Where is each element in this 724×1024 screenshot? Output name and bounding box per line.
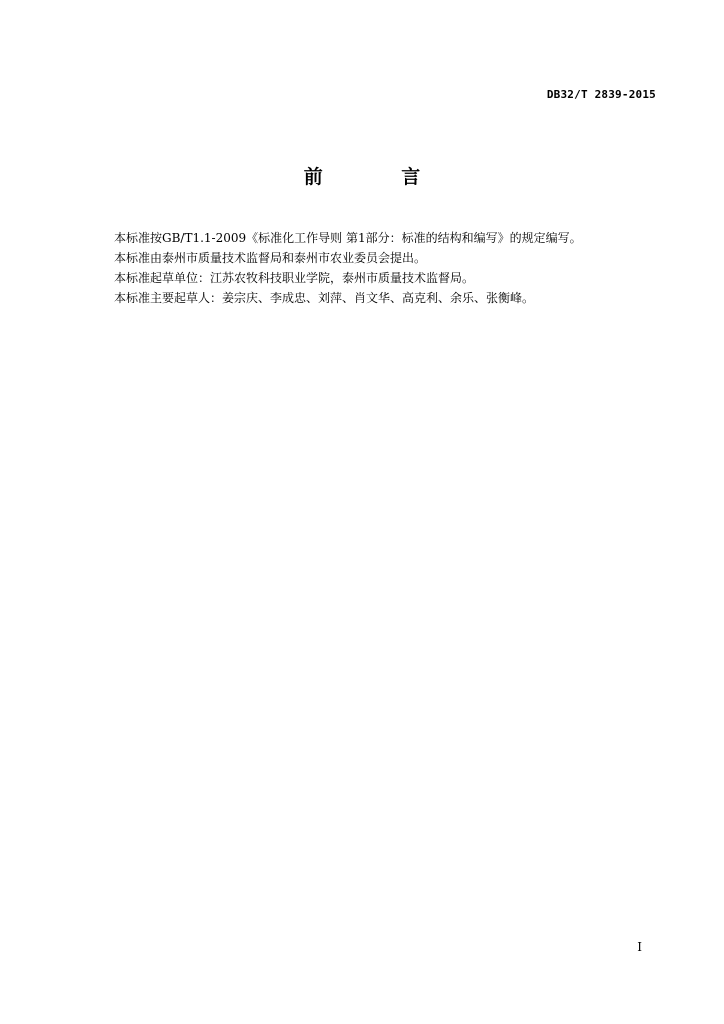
preface-line-drafters: 本标准主要起草人：姜宗庆、李成忠、刘萍、肖文华、高克利、余乐、张衡峰。 — [114, 291, 535, 305]
standard-code: DB32/T 2839-2015 — [546, 88, 656, 101]
preface-line-proposer: 本标准由泰州市质量技术监督局和泰州市农业委员会提出。 — [114, 251, 427, 265]
preface-body — [114, 228, 634, 308]
preface-line-drafting-rule: 本标准按GB/T1.1-2009《标准化工作导则 第1部分：标准的结构和编写》的规定编写。 — [114, 231, 582, 245]
page-number: I — [637, 940, 642, 954]
preface-title: 前 言 — [303, 166, 457, 188]
preface-line-drafting-units: 本标准起草单位：江苏农牧科技职业学院，泰州市质量技术监督局。 — [114, 271, 475, 285]
